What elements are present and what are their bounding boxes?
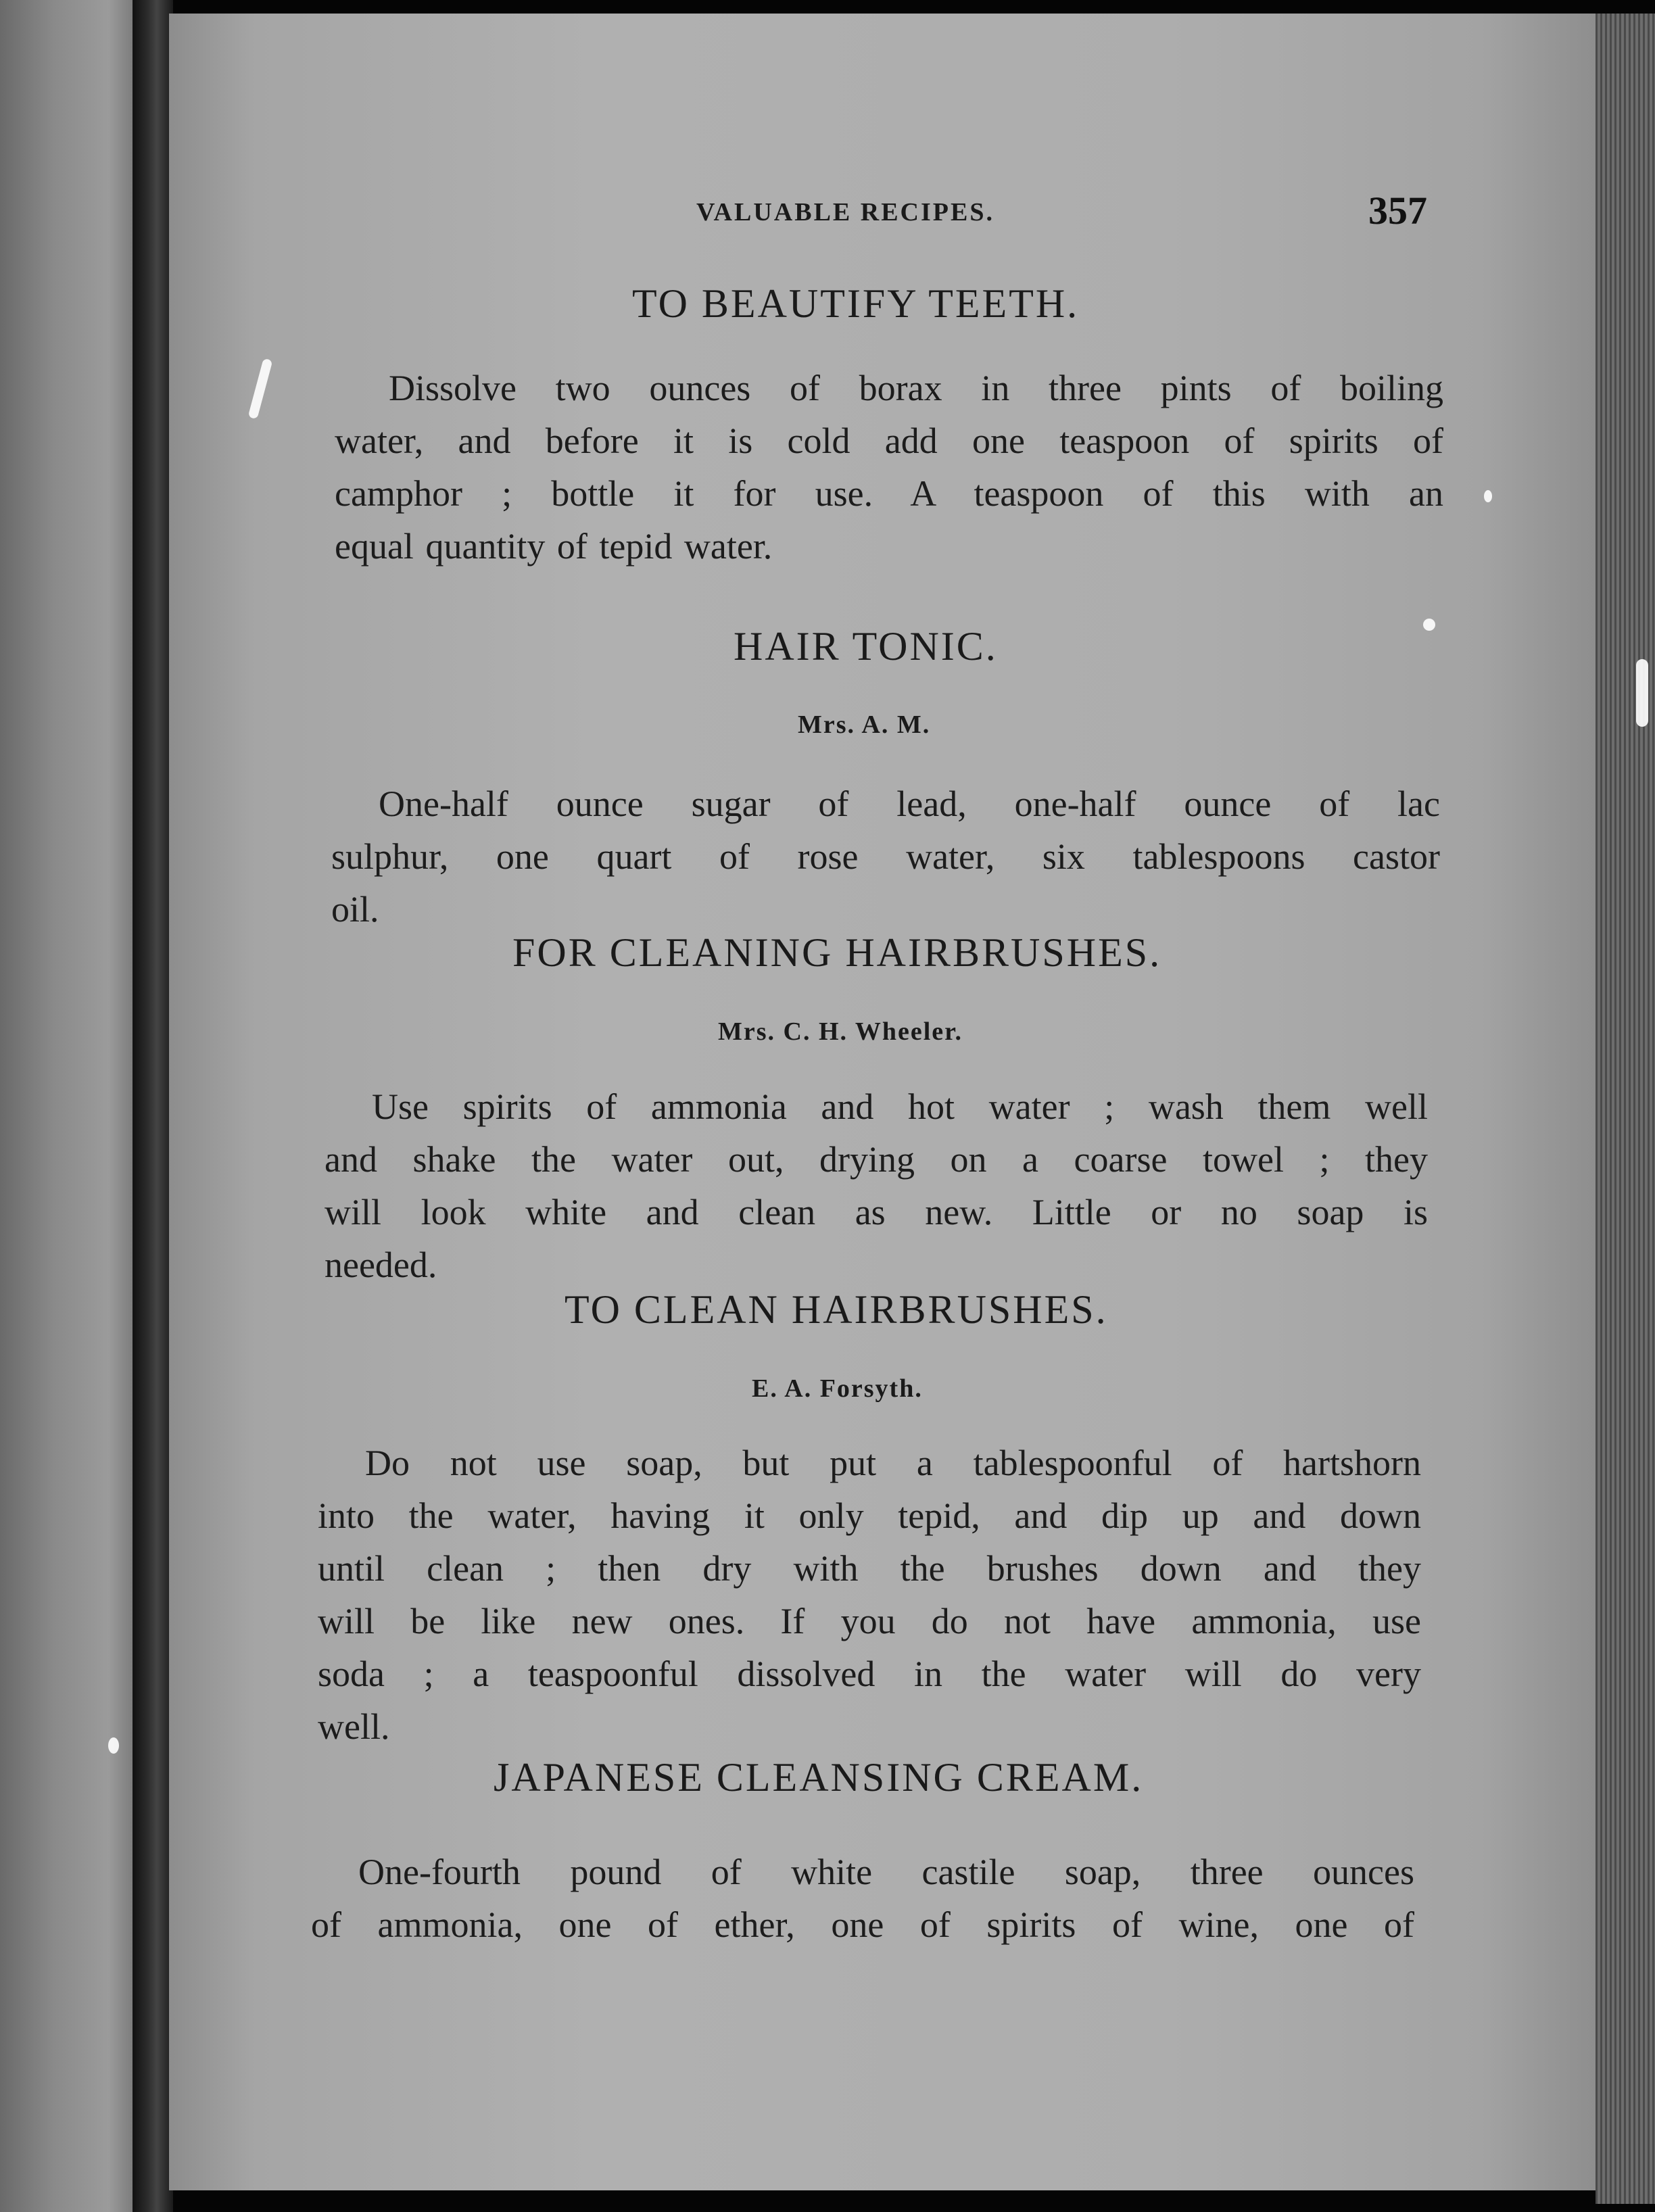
- body-line: Use spirits of ammonia and hot water ; wash them well: [372, 1086, 1428, 1127]
- body-line: until clean ; then dry with the brushes down and they: [318, 1548, 1421, 1589]
- left-page-edge: [0, 0, 135, 2212]
- section-heading: HAIR TONIC.: [734, 624, 998, 669]
- body-line: camphor ; bottle it for use. A teaspoon of this with an: [335, 473, 1443, 514]
- section-heading: JAPANESE CLEANSING CREAM.: [494, 1755, 1144, 1800]
- body-line: of ammonia, one of ether, one of spirits of wine, one of: [311, 1904, 1414, 1945]
- body-line: and shake the water out, drying on a coarse towel ; they: [325, 1139, 1428, 1180]
- section-body: [311, 1846, 1414, 1951]
- section-byline: Mrs. C. H. Wheeler.: [718, 1017, 963, 1046]
- section-byline: Mrs. A. M.: [798, 711, 931, 739]
- body-line: equal quantity of tepid water.: [335, 526, 773, 567]
- body-line: water, and before it is cold add one teaspoon of spirits of: [335, 420, 1443, 461]
- section-body: [335, 362, 1443, 573]
- section-heading: FOR CLEANING HAIRBRUSHES.: [512, 930, 1162, 975]
- section-body: [331, 777, 1440, 936]
- body-line: soda ; a teaspoonful dissolved in the water will do very: [318, 1654, 1421, 1694]
- body-line: needed.: [325, 1245, 437, 1285]
- section-heading: TO BEAUTIFY TEETH.: [632, 281, 1080, 326]
- section-heading: TO CLEAN HAIRBRUSHES.: [565, 1287, 1108, 1332]
- body-line: oil.: [331, 889, 379, 930]
- section-body: [318, 1437, 1421, 1753]
- scan-speck: [1484, 490, 1492, 502]
- page-number: 357: [1368, 189, 1427, 233]
- scan-speck: [1423, 619, 1435, 631]
- body-line: well.: [318, 1706, 390, 1747]
- body-line: Do not use soap, but put a tablespoonful of hartshorn: [365, 1443, 1421, 1483]
- body-line: Dissolve two ounces of borax in three pints of boiling: [389, 368, 1443, 408]
- body-line: sulphur, one quart of rose water, six tablespoons castor: [331, 836, 1440, 877]
- page-edges: [1596, 14, 1655, 2204]
- scan-speck: [1636, 659, 1648, 727]
- body-line: One-fourth pound of white castile soap, three ounces: [358, 1852, 1414, 1892]
- body-line: will look white and clean as new. Little or no soap is: [325, 1192, 1428, 1232]
- body-line: will be like new ones. If you do not have ammonia, use: [318, 1601, 1421, 1641]
- running-head: VALUABLE RECIPES.: [696, 198, 994, 226]
- body-line: One-half ounce sugar of lead, one-half ounce of lac: [379, 784, 1440, 824]
- book-gutter: [133, 0, 173, 2212]
- section-byline: E. A. Forsyth.: [752, 1374, 923, 1403]
- scan-speck: [108, 1737, 119, 1754]
- body-line: into the water, having it only tepid, and dip up and down: [318, 1495, 1421, 1536]
- section-body: [325, 1080, 1428, 1291]
